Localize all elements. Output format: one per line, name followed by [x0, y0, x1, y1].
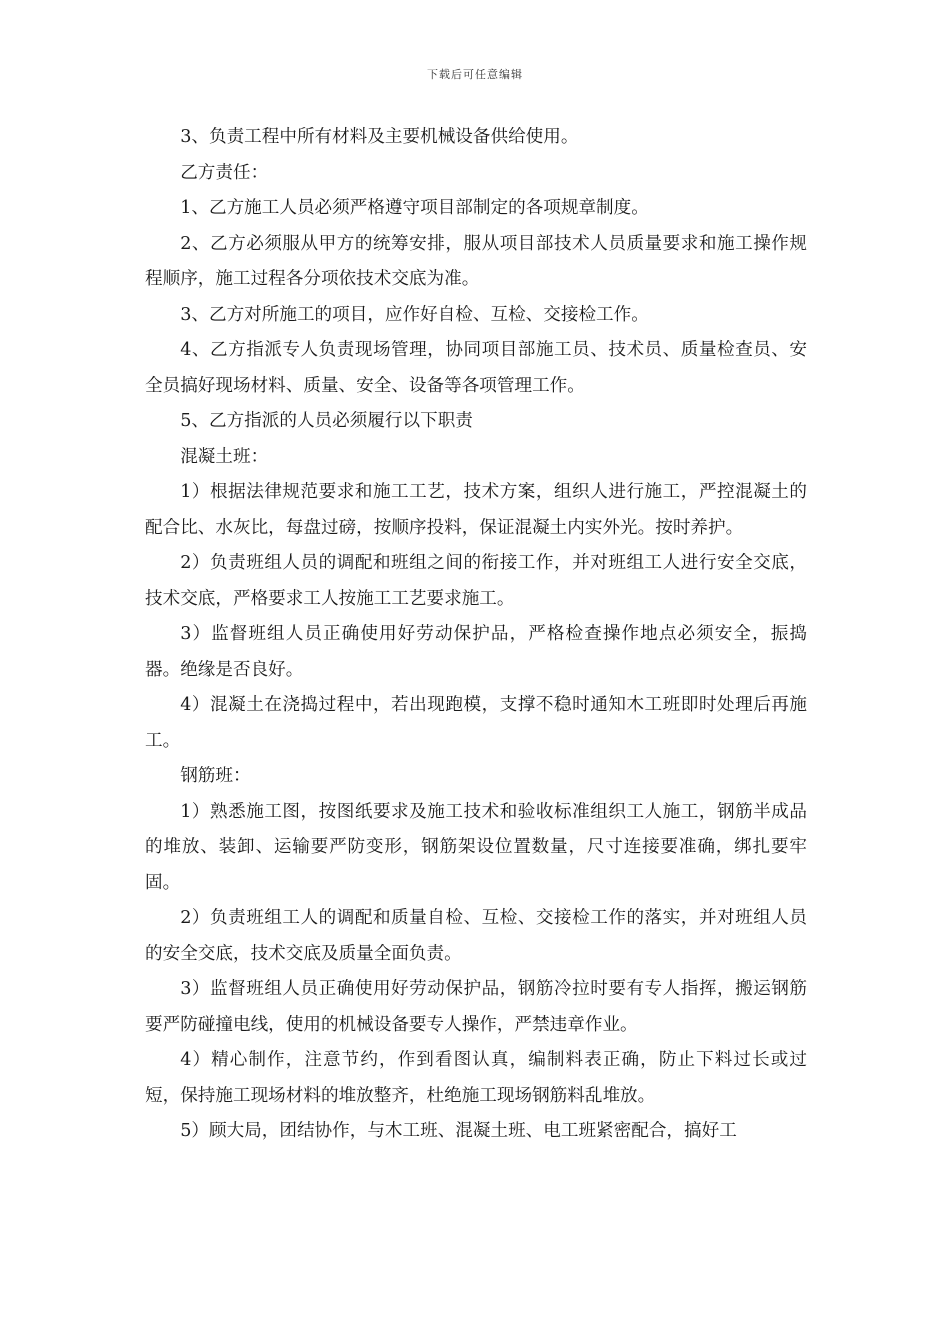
paragraph-party-b-duty-1: 1、乙方施工人员必须严格遵守项目部制定的各项规章制度。: [180, 198, 649, 218]
paragraph-party-b-duty-4: 4、乙方指派专人负责现场管理，协同项目部施工员、技术员、质量检查员、安全员搞好现场材料、质量、安全、设备等各项管理工作。: [145, 340, 807, 396]
paragraph-concrete-item-2: 2）负责班组人员的调配和班组之间的衔接工作，并对班组工人进行安全交底，技术交底，严格要求工人按施工工艺要求施工。: [145, 553, 807, 609]
paragraph-party-a-duty-3: 3、负责工程中所有材料及主要机械设备供给使用。: [180, 127, 579, 147]
paragraph-concrete-item-1: 1）根据法律规范要求和施工工艺，技术方案，组织人进行施工，严控混凝土的配合比、水灰比，每盘过磅，按顺序投料，保证混凝土内实外光。按时养护。: [145, 482, 807, 538]
paragraph-party-b-duty-3: 3、乙方对所施工的项目，应作好自检、互检、交接检工作。: [180, 304, 649, 325]
heading-party-b-duties: 乙方责任：: [180, 162, 269, 183]
paragraph-party-b-duty-5: 5、乙方指派的人员必须履行以下职责: [180, 411, 473, 431]
document-body: [145, 120, 807, 1150]
paragraph-rebar-item-4: 4）精心制作，注意节约，作到看图认真，编制料表正确，防止下料过长或过短，保持施工现场材料的堆放整齐，杜绝施工现场钢筋料乱堆放。: [145, 1050, 807, 1106]
paragraph-rebar-item-2: 2）负责班组工人的调配和质量自检、互检、交接检工作的落实，并对班组人员的安全交底，技术交底及质量全面负责。: [145, 908, 807, 964]
paragraph-rebar-item-5: 5）顾大局，团结协作，与木工班、混凝土班、电工班紧密配合，搞好工: [180, 1121, 737, 1141]
page-header: 下载后可任意编辑: [427, 68, 523, 81]
paragraph-concrete-item-4: 4）混凝土在浇捣过程中，若出现跑模，支撑不稳时通知木工班即时处理后再施工。: [145, 695, 807, 751]
paragraph-rebar-item-1: 1）熟悉施工图，按图纸要求及施工技术和验收标准组织工人施工，钢筋半成品的堆放、装卸、运输要严防变形，钢筋架设位置数量，尺寸连接要准确，绑扎要牢固。: [145, 801, 807, 893]
heading-concrete-team: 混凝土班：: [180, 446, 269, 467]
paragraph-rebar-item-3: 3）监督班组人员正确使用好劳动保护品，钢筋冷拉时要有专人指挥，搬运钢筋要严防碰撞电线，使用的机械设备要专人操作，严禁违章作业。: [145, 979, 807, 1035]
paragraph-concrete-item-3: 3）监督班组人员正确使用好劳动保护品，严格检查操作地点必须安全，振捣器。绝缘是否良好。: [145, 624, 807, 680]
paragraph-party-b-duty-2: 2、乙方必须服从甲方的统筹安排，服从项目部技术人员质量要求和施工操作规程顺序，施工过程各分项依技术交底为准。: [145, 233, 807, 289]
heading-rebar-team: 钢筋班：: [180, 766, 251, 786]
